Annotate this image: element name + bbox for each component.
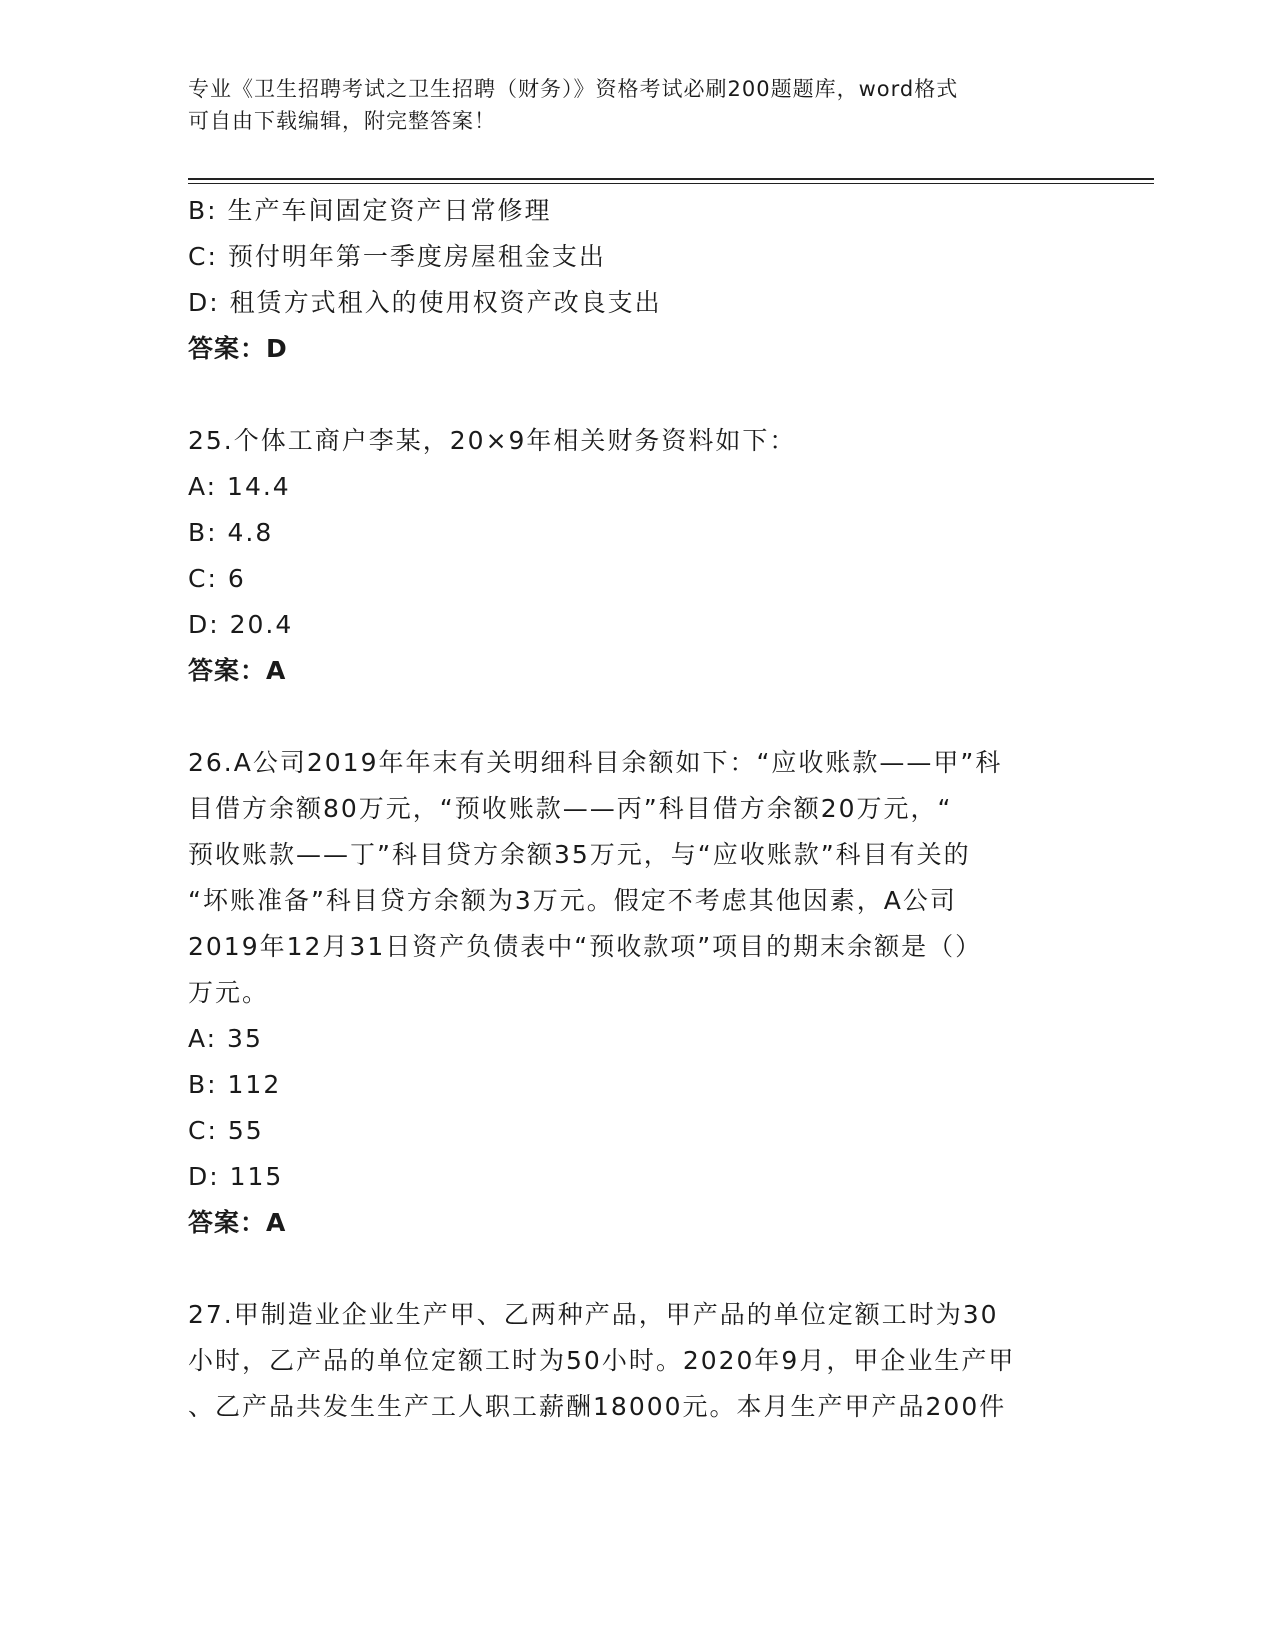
option-c: C: 55	[188, 1116, 264, 1145]
option-d: D: 租赁方式租入的使用权资产改良支出	[188, 288, 662, 317]
option-a: A: 14.4	[188, 472, 291, 501]
question-content	[188, 188, 1088, 1430]
answer-line: 答案：D	[188, 334, 288, 363]
question-stem-line: “坏账准备”科目贷方余额为3万元。假定不考虑其他因素，A公司	[188, 886, 957, 915]
option-b: B: 112	[188, 1070, 282, 1099]
spacer	[188, 1246, 1088, 1292]
question-stem-line: 小时，乙产品的单位定额工时为50小时。2020年9月，甲企业生产甲	[188, 1346, 1016, 1375]
header-rule-thin	[188, 183, 1154, 184]
document-header	[188, 73, 1088, 137]
option-c: C: 6	[188, 564, 246, 593]
option-d: D: 115	[188, 1162, 284, 1191]
answer-line: 答案：A	[188, 656, 287, 685]
question-27-block	[188, 1292, 1088, 1430]
spacer	[188, 694, 1088, 740]
header-line-2: 可自由下载编辑，附完整答案！	[188, 109, 496, 133]
question-stem-line: 预收账款——丁”科目贷方余额35万元，与“应收账款”科目有关的	[188, 840, 971, 869]
option-a: A: 35	[188, 1024, 263, 1053]
question-24-block	[188, 188, 1088, 372]
question-stem-line: 25.个体工商户李某，20×9年相关财务资料如下：	[188, 426, 797, 455]
option-b: B: 生产车间固定资产日常修理	[188, 196, 552, 225]
option-d: D: 20.4	[188, 610, 294, 639]
spacer	[188, 372, 1088, 418]
header-line-1: 专业《卫生招聘考试之卫生招聘（财务）》资格考试必刷200题题库，word格式	[188, 77, 959, 101]
question-stem-line: 2019年12月31日资产负债表中“预收款项”项目的期末余额是（）	[188, 932, 983, 961]
header-rule-thick	[188, 178, 1154, 180]
question-stem-line: 26.A公司2019年年末有关明细科目余额如下：“应收账款——甲”科	[188, 748, 1003, 777]
question-25-block	[188, 418, 1088, 694]
option-b: B: 4.8	[188, 518, 274, 547]
question-stem-line: 目借方余额80万元，“预收账款——丙”科目借方余额20万元，“	[188, 794, 953, 823]
question-stem-line: 、乙产品共发生生产工人职工薪酬18000元。本月生产甲产品200件	[188, 1392, 1007, 1421]
option-c: C: 预付明年第一季度房屋租金支出	[188, 242, 606, 271]
question-26-block	[188, 740, 1088, 1246]
answer-line: 答案：A	[188, 1208, 287, 1237]
question-stem-line: 万元。	[188, 978, 270, 1007]
question-stem-line: 27.甲制造业企业生产甲、乙两种产品，甲产品的单位定额工时为30	[188, 1300, 999, 1329]
